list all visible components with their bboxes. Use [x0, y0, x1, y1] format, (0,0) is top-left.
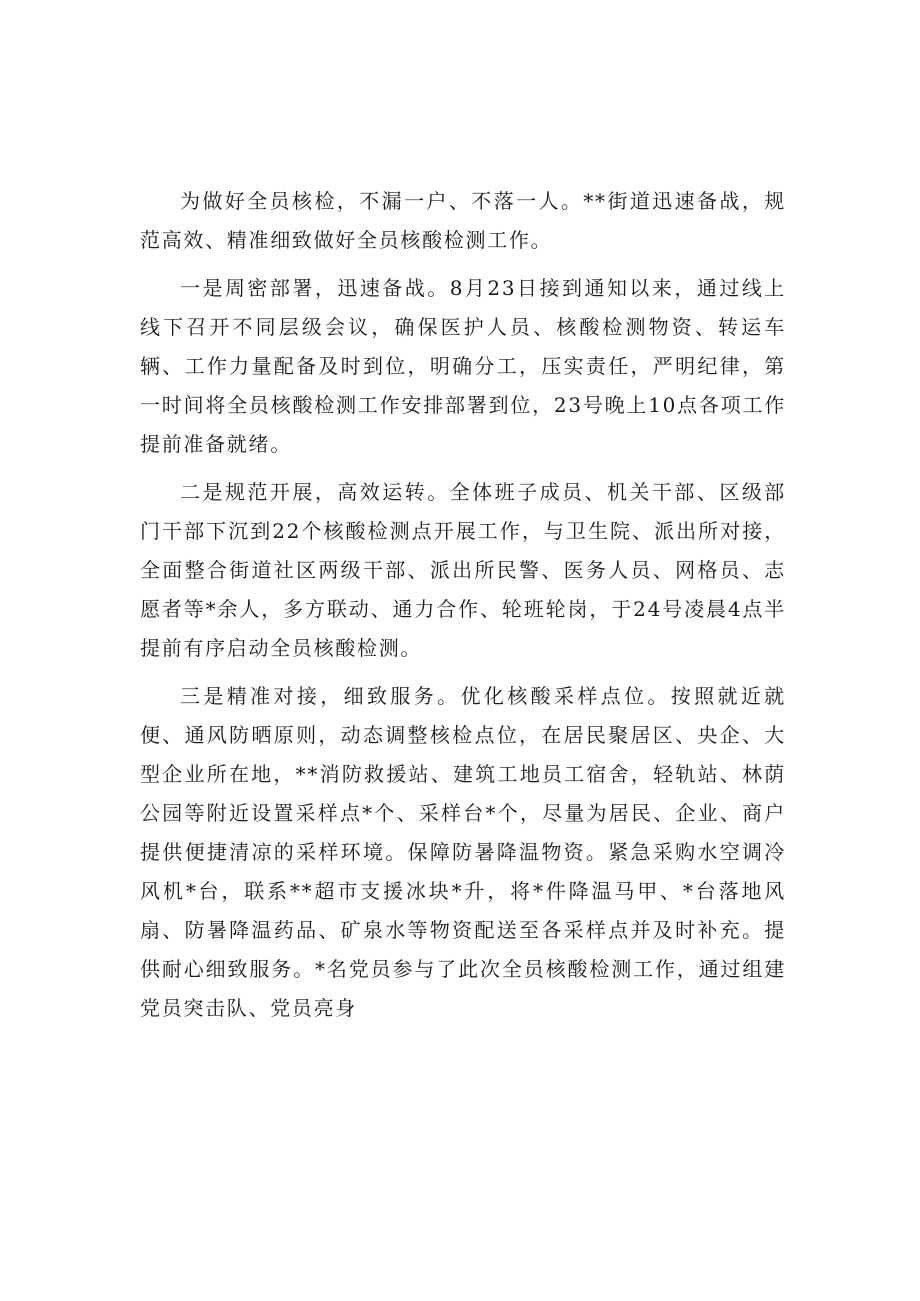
paragraph-operation: 二是规范开展，高效运转。全体班子成员、机关干部、区级部门干部下沉到22个核酸检测点开展工作，与卫生院、派出所对接，全面整合街道社区两级干部、派出所民警、医务人员、网格员、志愿者等*余人，多方联动、通力合作、轮班轮岗，于24号凌晨4点半提前有序启动全员核酸检测。: [140, 480, 786, 660]
document-body: [140, 182, 786, 1037]
paragraph-deployment: 一是周密部署，迅速备战。8月23日接到通知以来，通过线上线下召开不同层级会议，确保医护人员、核酸检测物资、转运车辆、工作力量配备及时到位，明确分工，压实责任，严明纪律，第一时间将全员核酸检测工作安排部署到位，23号晚上10点各项工作提前准备就绪。: [140, 276, 786, 456]
intro-paragraph: 为做好全员核检，不漏一户、不落一人。**街道迅速备战，规范高效、精准细致做好全员核酸检测工作。: [140, 189, 786, 252]
paragraph-service: 三是精准对接，细致服务。优化核酸采样点位。按照就近就便、通风防晒原则，动态调整核检点位，在居民聚居区、央企、大型企业所在地，**消防救援站、建筑工地员工宿舍，轻轨站、林荫公园等附近设置采样点*个、采样台*个，尽量为居民、企业、商户提供便捷清凉的采样环境。保障防暑降温物资。紧急采购水空调冷风机*台，联系**超市支援冰块*升，将*件降温马甲、*台落地风扇、防暑降温药品、矿泉水等物资配送至各采样点并及时补充。提供耐心细致服务。*名党员参与了此次全员核酸检测工作，通过组建党员突击队、党员亮身: [140, 684, 786, 1020]
